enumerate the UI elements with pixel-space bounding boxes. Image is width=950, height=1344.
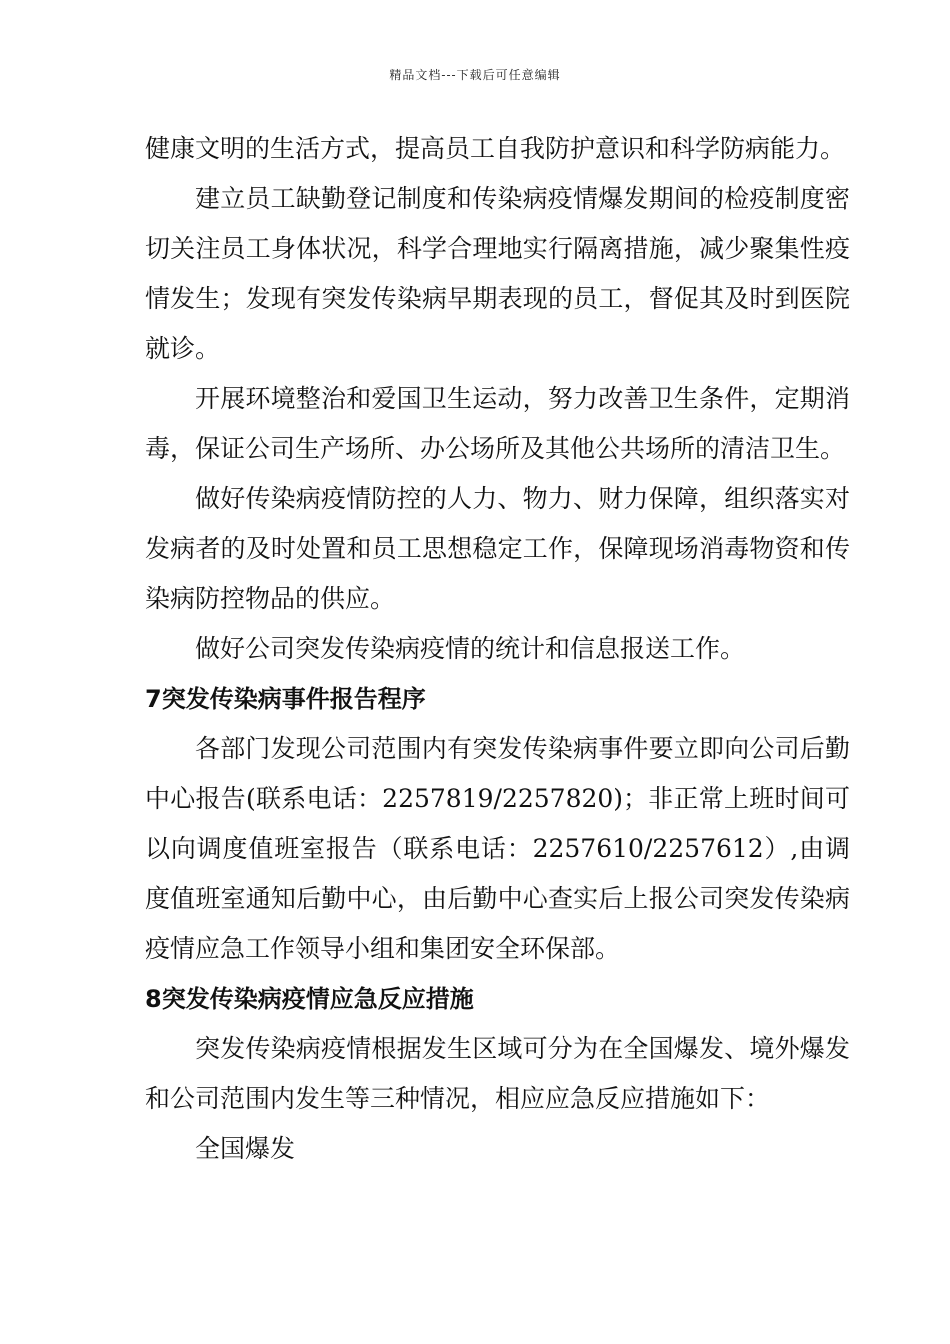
document-body [145, 124, 850, 1174]
paragraph-response-overview: 突发传染病疫情根据发生区域可分为在全国爆发、境外爆发和公司范围内发生等三种情况，相应应急反应措施如下： [145, 1034, 850, 1113]
page-header: 精品文档---下载后可任意编辑 [389, 68, 561, 82]
paragraph-nationwide-outbreak: 全国爆发 [195, 1134, 296, 1163]
paragraph-reporting-procedure: 各部门发现公司范围内有突发传染病事件要立即向公司后勤中心报告(联系电话：2257819/2257820)；非正常上班时间可以向调度值班室报告（联系电话：2257610/2257612）,由调度值班室通知后勤中心，由后勤中心查实后上报公司突发传染病疫情应急工作领导小组和集团安全环保部。 [145, 734, 850, 963]
paragraph-absence-registration: 建立员工缺勤登记制度和传染病疫情爆发期间的检疫制度密切关注员工身体状况，科学合理地实行隔离措施，减少聚集性疫情发生；发现有突发传染病早期表现的员工，督促其及时到医院就诊。 [145, 184, 850, 363]
paragraph-environment-sanitation: 开展环境整治和爱国卫生运动，努力改善卫生条件，定期消毒，保证公司生产场所、办公场所及其他公共场所的清洁卫生。 [145, 384, 850, 463]
paragraph-statistics-reporting: 做好公司突发传染病疫情的统计和信息报送工作。 [195, 634, 746, 663]
paragraph-continuation: 健康文明的生活方式，提高员工自我防护意识和科学防病能力。 [145, 134, 846, 163]
section-heading-7: 7突发传染病事件报告程序 [145, 685, 426, 713]
paragraph-resource-support: 做好传染病疫情防控的人力、物力、财力保障，组织落实对发病者的及时处置和员工思想稳定工作，保障现场消毒物资和传染病防控物品的供应。 [145, 484, 850, 613]
section-heading-8: 8突发传染病疫情应急反应措施 [145, 985, 474, 1013]
